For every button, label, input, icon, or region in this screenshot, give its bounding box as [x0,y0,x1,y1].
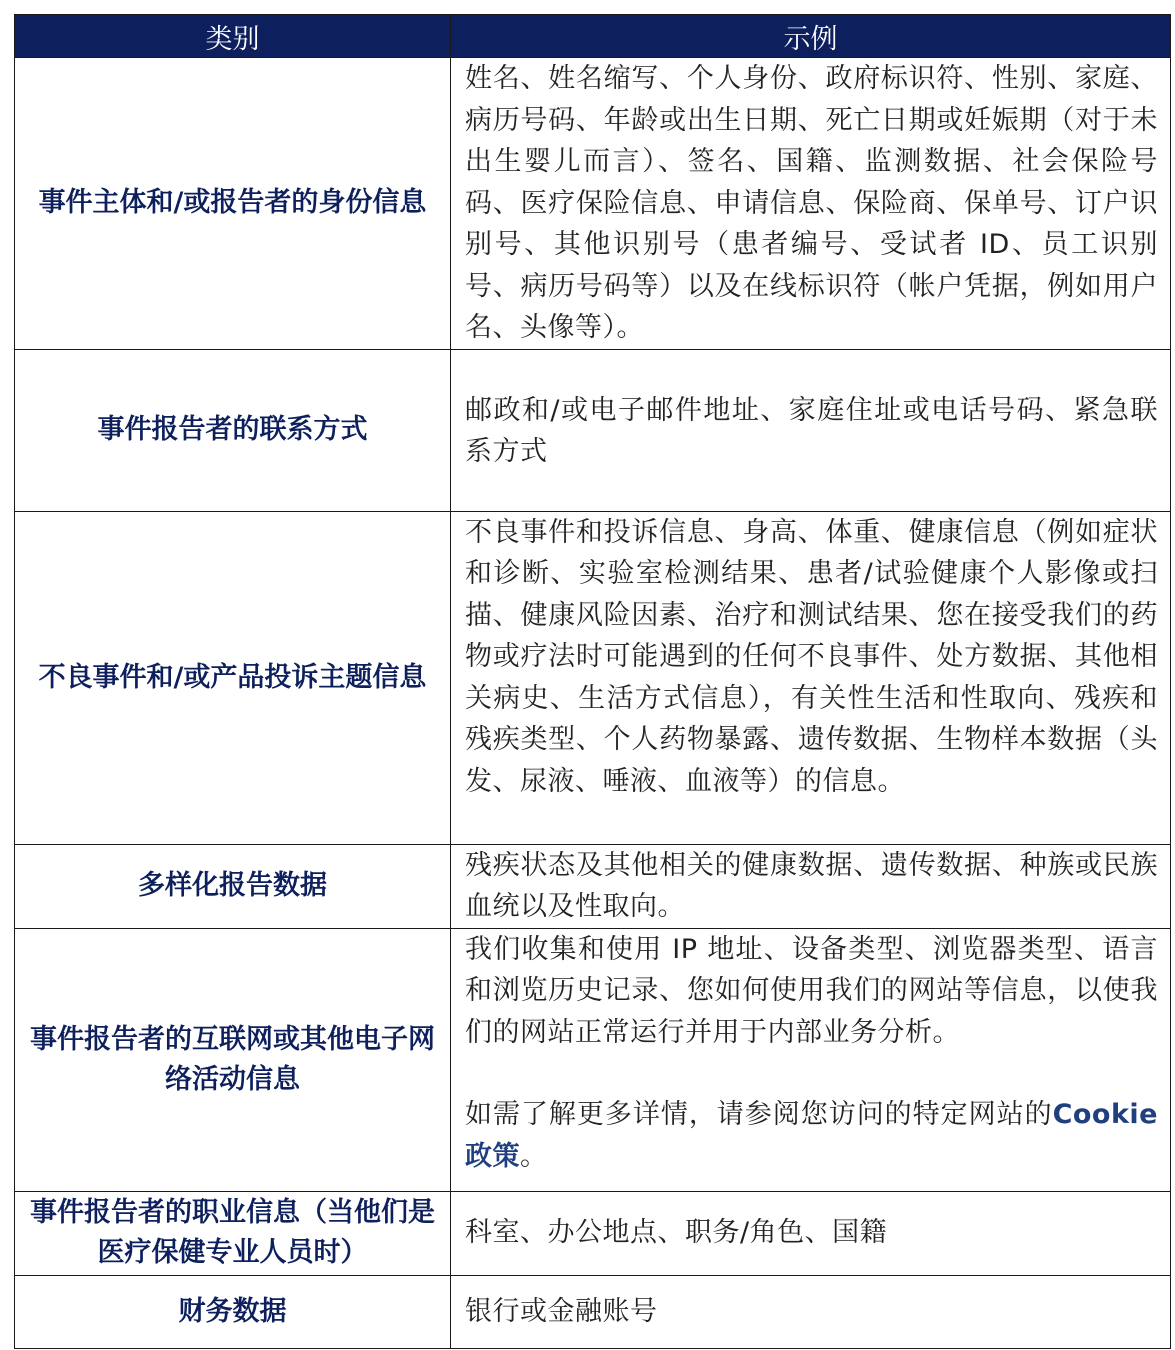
example-cell: 银行或金融账号 [451,1275,1171,1348]
table-row [15,349,1171,511]
category-cell: 事件主体和/或报告者的身份信息 [15,58,451,350]
example-paragraph: 我们收集和使用 IP 地址、设备类型、浏览器类型、语言和浏览历史记录、您如何使用我们的网站等信息，以使我们的网站正常运行并用于内部业务分析。 [465,933,1158,1048]
table-row [15,511,1171,844]
table-row [15,928,1171,1191]
example-cell: 不良事件和投诉信息、身高、体重、健康信息（例如症状和诊断、实验室检测结果、患者/试验健康个人影像或扫描、健康风险因素、治疗和测试结果、您在接受我们的药物或疗法时可能遇到的任何不良事件、处方数据、其他相关病史、生活方式信息），有关性生活和性取向、残疾和残疾类型、个人药物暴露、遗传数据、生物样本数据（头发、尿液、唾液、血液等）的信息。 [451,511,1171,844]
table-row [15,1275,1171,1348]
paragraph-spacer [465,1053,1158,1094]
category-cell: 事件报告者的联系方式 [15,349,451,511]
example-more-paragraph [465,1094,1158,1177]
category-cell: 事件报告者的互联网或其他电子网络活动信息 [15,928,451,1191]
more-details-suffix: 。 [520,1140,548,1172]
column-header-category: 类别 [15,15,451,58]
more-details-text: 如需了解更多详情，请参阅您访问的特定网站的 [465,1099,1053,1130]
column-header-example: 示例 [451,15,1171,58]
category-cell: 事件报告者的职业信息（当他们是医疗保健专业人员时） [15,1191,451,1275]
table-header-row [15,15,1171,58]
table-row [15,1191,1171,1275]
category-cell: 不良事件和/或产品投诉主题信息 [15,511,451,844]
example-cell: 残疾状态及其他相关的健康数据、遗传数据、种族或民族血统以及性取向。 [451,844,1171,928]
table-row [15,58,1171,350]
table-row [15,844,1171,928]
example-cell [451,928,1171,1191]
category-cell: 多样化报告数据 [15,844,451,928]
example-cell: 科室、办公地点、职务/角色、国籍 [451,1191,1171,1275]
example-cell: 姓名、姓名缩写、个人身份、政府标识符、性别、家庭、病历号码、年龄或出生日期、死亡日期或妊娠期（对于未出生婴儿而言）、签名、国籍、监测数据、社会保险号码、医疗保险信息、申请信息、保险商、保单号、订户识别号、其他识别号（患者编号、受试者 ID、员工识别号、病历号码等）以及在线标识符（帐户凭据，例如用户名、头像等）。 [451,58,1171,350]
example-cell: 邮政和/或电子邮件地址、家庭住址或电话号码、紧急联系方式 [451,349,1171,511]
category-cell: 财务数据 [15,1275,451,1348]
personal-data-table [14,14,1171,1349]
cookie-policy-link[interactable]: Cookie 政策 [465,1099,1158,1172]
